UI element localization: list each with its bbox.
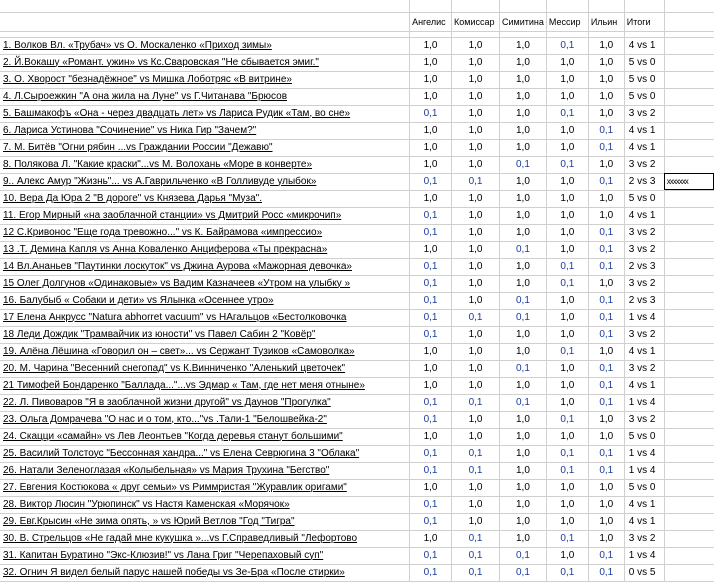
score-cell[interactable]: 0,1 (452, 564, 500, 581)
score-cell[interactable]: 0,1 (500, 360, 547, 377)
score-cell[interactable]: 1,0 (546, 428, 588, 445)
score-cell[interactable]: 1,0 (452, 326, 500, 343)
score-cell[interactable]: 1,0 (588, 479, 624, 496)
total-cell[interactable]: 4 vs 1 (624, 122, 664, 139)
matchup-cell[interactable]: 7. М. Битёв "Огни рябин ...vs Граждании России "Дежавю" (0, 139, 410, 156)
empty-cell[interactable] (664, 224, 714, 241)
score-cell[interactable]: 0,1 (546, 564, 588, 581)
empty-cell[interactable] (664, 156, 714, 173)
matchup-cell[interactable]: 12 С.Кривонос "Еще года тревожно..." vs К. Байрамова «импрессио» (0, 224, 410, 241)
empty-cell[interactable] (664, 530, 714, 547)
table-row (0, 37, 714, 54)
score-cell[interactable]: 0,1 (452, 530, 500, 547)
score-cell[interactable]: 0,1 (500, 241, 547, 258)
empty-cell[interactable] (664, 292, 714, 309)
table-row (0, 564, 714, 581)
score-cell[interactable]: 0,1 (500, 564, 547, 581)
total-cell[interactable]: 3 vs 2 (624, 360, 664, 377)
score-cell[interactable]: 1,0 (500, 207, 547, 224)
empty-cell[interactable] (664, 445, 714, 462)
score-cell[interactable]: 1,0 (546, 224, 588, 241)
table-row (0, 360, 714, 377)
score-cell[interactable]: 1,0 (588, 496, 624, 513)
score-cell[interactable]: 0,1 (452, 173, 500, 190)
total-cell[interactable]: 4 vs 1 (624, 513, 664, 530)
table-row (0, 547, 714, 564)
total-cell[interactable]: 2 vs 3 (624, 173, 664, 190)
total-cell[interactable]: 4 vs 1 (624, 496, 664, 513)
score-cell[interactable]: 1,0 (546, 54, 588, 71)
score-cell[interactable]: 0,1 (410, 513, 452, 530)
score-cell[interactable]: 1,0 (452, 377, 500, 394)
header-komissar[interactable]: Комиссар (452, 12, 500, 31)
total-cell[interactable]: 4 vs 1 (624, 207, 664, 224)
table-row (0, 207, 714, 224)
table-row (0, 190, 714, 207)
score-cell[interactable]: 1,0 (500, 377, 547, 394)
score-cell[interactable]: 1,0 (452, 275, 500, 292)
header-simitina[interactable]: Симитина (500, 12, 547, 31)
score-cell[interactable]: 1,0 (588, 411, 624, 428)
score-cell[interactable]: 0,1 (588, 326, 624, 343)
header-row (0, 12, 714, 31)
total-cell[interactable]: 5 vs 0 (624, 71, 664, 88)
score-cell[interactable]: 0,1 (500, 309, 547, 326)
score-cell[interactable]: 0,1 (588, 173, 624, 190)
score-cell[interactable]: 1,0 (500, 37, 547, 54)
score-cell[interactable]: 0,1 (452, 445, 500, 462)
score-cell[interactable]: 1,0 (500, 343, 547, 360)
table-row (0, 377, 714, 394)
score-cell[interactable]: 1,0 (452, 241, 500, 258)
score-cell[interactable]: 1,0 (500, 224, 547, 241)
matchup-cell[interactable]: 15 Олег Долгунов «Одинаковые» vs Вадим Казначеев «Утром на улыбку » (0, 275, 410, 292)
table-row (0, 258, 714, 275)
table-row (0, 71, 714, 88)
empty-cell[interactable] (664, 207, 714, 224)
matchup-cell[interactable]: 19. Алёна Лёшина «Говорил он – свет»... vs Сержант Тузиков «Самоволка» (0, 343, 410, 360)
score-cell[interactable]: 0,1 (500, 156, 547, 173)
score-cell[interactable]: 0,1 (410, 224, 452, 241)
empty-cell[interactable] (664, 513, 714, 530)
total-cell[interactable]: 3 vs 2 (624, 241, 664, 258)
score-cell[interactable]: 1,0 (500, 275, 547, 292)
matchup-cell[interactable]: 9.. Алекс Амур "Жизнь"... vs А.Гаврильченко «В Голливуде улыбок» (0, 173, 410, 190)
total-cell[interactable]: 4 vs 1 (624, 343, 664, 360)
total-cell[interactable]: 5 vs 0 (624, 479, 664, 496)
score-cell[interactable]: 0,1 (546, 343, 588, 360)
score-cell[interactable]: 0,1 (588, 309, 624, 326)
total-cell[interactable]: 1 vs 4 (624, 547, 664, 564)
score-cell[interactable]: 1,0 (546, 88, 588, 105)
score-cell[interactable]: 1,0 (410, 377, 452, 394)
score-cell[interactable]: 0,1 (410, 105, 452, 122)
matchup-cell[interactable]: 30. В. Стрельцов «Не гадай мне кукушка »...vs Г.Справедливый "Лефортово (0, 530, 410, 547)
matchup-cell[interactable]: 25. Василий Толстоус "Бессонная хандра..." vs Елена Севрюгина 3 "Облака" (0, 445, 410, 462)
score-cell[interactable]: 1,0 (452, 71, 500, 88)
empty-cell[interactable] (664, 241, 714, 258)
score-cell[interactable]: 1,0 (410, 139, 452, 156)
score-cell[interactable]: 1,0 (500, 462, 547, 479)
score-cell[interactable]: 0,1 (452, 547, 500, 564)
score-cell[interactable]: 1,0 (452, 156, 500, 173)
score-cell[interactable]: 1,0 (452, 37, 500, 54)
score-cell[interactable]: 1,0 (452, 224, 500, 241)
score-cell[interactable]: 0,1 (410, 394, 452, 411)
total-cell[interactable]: 2 vs 3 (624, 292, 664, 309)
score-cell[interactable]: 0,1 (588, 377, 624, 394)
score-cell[interactable]: 1,0 (588, 190, 624, 207)
score-cell[interactable]: 0,1 (410, 496, 452, 513)
empty-cell[interactable] (664, 428, 714, 445)
score-cell[interactable]: 1,0 (410, 479, 452, 496)
score-cell[interactable]: 1,0 (452, 513, 500, 530)
score-cell[interactable]: 1,0 (546, 377, 588, 394)
score-cell[interactable]: 1,0 (546, 496, 588, 513)
score-cell[interactable]: 0,1 (588, 360, 624, 377)
matchup-cell[interactable]: 8. Полякова Л. "Какие краски"...vs М. Волохань «Море в конверте» (0, 156, 410, 173)
score-cell[interactable]: 1,0 (500, 105, 547, 122)
score-cell[interactable]: 1,0 (500, 479, 547, 496)
score-cell[interactable]: 0,1 (588, 564, 624, 581)
total-cell[interactable]: 1 vs 4 (624, 394, 664, 411)
empty-cell[interactable] (664, 309, 714, 326)
score-cell[interactable]: 0,1 (452, 462, 500, 479)
score-cell[interactable]: 0,1 (588, 241, 624, 258)
score-cell[interactable]: 1,0 (410, 71, 452, 88)
score-cell[interactable]: 1,0 (588, 428, 624, 445)
score-cell[interactable]: 1,0 (546, 122, 588, 139)
empty-cell[interactable] (664, 343, 714, 360)
score-cell[interactable]: 0,1 (410, 564, 452, 581)
score-cell[interactable]: 1,0 (546, 173, 588, 190)
score-cell[interactable]: 1,0 (588, 54, 624, 71)
header-messir[interactable]: Мессир (546, 12, 588, 31)
empty-cell[interactable] (664, 37, 714, 54)
header-empty-cell[interactable] (0, 12, 410, 31)
table-row (0, 224, 714, 241)
score-cell[interactable]: 1,0 (410, 241, 452, 258)
score-cell[interactable]: 1,0 (588, 37, 624, 54)
empty-cell[interactable] (664, 122, 714, 139)
total-cell[interactable]: 3 vs 2 (624, 326, 664, 343)
score-cell[interactable]: 1,0 (452, 190, 500, 207)
score-cell[interactable]: 0,1 (500, 394, 547, 411)
score-cell[interactable]: 0,1 (410, 547, 452, 564)
score-cell[interactable]: 0,1 (546, 105, 588, 122)
score-cell[interactable]: 0,1 (410, 411, 452, 428)
total-cell[interactable]: 1 vs 4 (624, 462, 664, 479)
score-cell[interactable]: 1,0 (588, 207, 624, 224)
matchup-cell[interactable]: 20. М. Чарина "Весенний снегопад" vs К.Винниченко "Аленький цветочек" (0, 360, 410, 377)
score-cell[interactable]: 1,0 (500, 445, 547, 462)
table-row (0, 54, 714, 71)
empty-cell[interactable] (664, 479, 714, 496)
score-cell[interactable]: 0,1 (546, 530, 588, 547)
score-cell[interactable]: 1,0 (588, 513, 624, 530)
total-cell[interactable]: 1 vs 4 (624, 445, 664, 462)
matchup-cell[interactable]: 32. Огнич Я видел белый парус нашей победы vs Зе-Бра «После стирки» (0, 564, 410, 581)
score-cell[interactable]: 0,1 (588, 394, 624, 411)
score-cell[interactable]: 0,1 (546, 37, 588, 54)
empty-cell[interactable] (664, 496, 714, 513)
score-cell[interactable]: 1,0 (410, 343, 452, 360)
matchup-cell[interactable]: 21 Тимофей Бондаренко "Баллада..."...vs Эдмар « Там, где нет меня отныне» (0, 377, 410, 394)
empty-top-row (0, 0, 714, 12)
table-row (0, 241, 714, 258)
score-cell[interactable]: 1,0 (588, 88, 624, 105)
score-cell[interactable]: 1,0 (500, 496, 547, 513)
score-cell[interactable]: 0,1 (546, 411, 588, 428)
matchup-cell[interactable]: 5. Башмакофъ «Она - через двадцать лет» vs Лариса Рудик «Там, во сне» (0, 105, 410, 122)
empty-cell[interactable] (664, 377, 714, 394)
score-cell[interactable]: 0,1 (410, 207, 452, 224)
score-cell[interactable]: 0,1 (588, 445, 624, 462)
table-row (0, 411, 714, 428)
empty-cell[interactable] (664, 275, 714, 292)
matchup-cell[interactable]: 28. Виктор Люсин "Урюпинск" vs Настя Каменская «Морячок» (0, 496, 410, 513)
table-row (0, 513, 714, 530)
score-cell[interactable]: 1,0 (588, 105, 624, 122)
score-cell[interactable]: 1,0 (500, 71, 547, 88)
total-cell[interactable]: 5 vs 0 (624, 428, 664, 445)
score-cell[interactable]: 1,0 (500, 88, 547, 105)
matchup-cell[interactable]: 17 Елена Анкрусс "Natura abhorret vacuum" vs НАгальцов «Бестолковочка (0, 309, 410, 326)
table-row (0, 445, 714, 462)
score-cell[interactable]: 1,0 (452, 258, 500, 275)
matchup-cell[interactable]: 1. Волков Вл. «Трубач» vs О. Москаленко «Приход зимы» (0, 37, 410, 54)
score-cell[interactable]: 1,0 (546, 547, 588, 564)
table-row (0, 105, 714, 122)
score-cell[interactable]: 1,0 (410, 37, 452, 54)
table-row (0, 139, 714, 156)
empty-cell[interactable] (664, 547, 714, 564)
score-cell[interactable]: 0,1 (546, 258, 588, 275)
empty-cell[interactable] (664, 105, 714, 122)
matchup-cell[interactable]: 23. Ольга Домрачева "О нас и о том, кто..."vs .Тали-1 "Белошвейка-2" (0, 411, 410, 428)
total-cell[interactable]: 5 vs 0 (624, 88, 664, 105)
header-totals[interactable]: Итоги (624, 12, 664, 31)
score-cell[interactable]: 0,1 (588, 462, 624, 479)
score-cell[interactable]: 1,0 (452, 479, 500, 496)
score-cell[interactable]: 1,0 (546, 513, 588, 530)
score-cell[interactable]: 0,1 (588, 224, 624, 241)
score-cell[interactable]: 1,0 (452, 292, 500, 309)
matchup-cell[interactable]: 27. Евгения Костюкова « друг семьи» vs Риммристая "Журавлик оригами" (0, 479, 410, 496)
total-cell[interactable]: 3 vs 2 (624, 224, 664, 241)
score-cell[interactable]: 0,1 (410, 462, 452, 479)
matchup-cell[interactable]: 13 .Т. Демина Капля vs Анна Коваленко Анциферова «Ты прекрасна» (0, 241, 410, 258)
score-cell[interactable]: 0,1 (588, 258, 624, 275)
table-row (0, 326, 714, 343)
score-cell[interactable]: 1,0 (546, 326, 588, 343)
score-cell[interactable]: 1,0 (546, 207, 588, 224)
table-row (0, 292, 714, 309)
score-cell[interactable]: 1,0 (452, 105, 500, 122)
total-cell[interactable]: 3 vs 2 (624, 530, 664, 547)
matchup-cell[interactable]: 31. Капитан Буратино "Экс-Клюзив!" vs Лана Григ "Черепаховый суп" (0, 547, 410, 564)
score-cell[interactable]: 1,0 (410, 88, 452, 105)
score-cell[interactable]: 1,0 (546, 309, 588, 326)
score-cell[interactable]: 1,0 (588, 71, 624, 88)
matchup-cell[interactable]: 16. Балубыб « Собаки и дети» vs Ялынка «Осеннее утро» (0, 292, 410, 309)
score-cell[interactable]: 0,1 (410, 326, 452, 343)
score-cell[interactable]: 0,1 (500, 292, 547, 309)
score-cell[interactable]: 1,0 (452, 122, 500, 139)
score-cell[interactable]: 1,0 (546, 479, 588, 496)
table-row (0, 530, 714, 547)
matchup-cell[interactable]: 24. Скацци «самайн» vs Лев Леонтьев "Когда деревья станут большими" (0, 428, 410, 445)
empty-cell[interactable] (664, 71, 714, 88)
score-cell[interactable]: 1,0 (546, 394, 588, 411)
total-cell[interactable]: 5 vs 0 (624, 190, 664, 207)
score-cell[interactable]: 1,0 (546, 71, 588, 88)
score-cell[interactable]: 1,0 (500, 428, 547, 445)
score-cell[interactable]: 1,0 (546, 292, 588, 309)
total-cell[interactable]: 4 vs 1 (624, 377, 664, 394)
header-angelis[interactable]: Ангелис (410, 12, 452, 31)
score-cell[interactable]: 1,0 (452, 54, 500, 71)
table-row (0, 394, 714, 411)
score-cell[interactable]: 0,1 (410, 173, 452, 190)
score-cell[interactable]: 1,0 (452, 360, 500, 377)
table-row (0, 496, 714, 513)
score-cell[interactable]: 1,0 (452, 88, 500, 105)
score-cell[interactable]: 1,0 (500, 139, 547, 156)
score-cell[interactable]: 1,0 (500, 513, 547, 530)
matchup-cell[interactable]: 29. Евг.Крысин «Не зима опять, » vs Юрий Ветлов "Год "Тигра" (0, 513, 410, 530)
header-ilyin[interactable]: Ильин (588, 12, 624, 31)
table-row (0, 343, 714, 360)
table-row (0, 309, 714, 326)
matchup-cell[interactable]: 26. Натали Зеленоглазая «Колыбельная» vs Мария Трухина "Бегство" (0, 462, 410, 479)
matchup-cell[interactable]: 14 Вл.Ананьев "Паутинки лоскуток" vs Джина Аурова «Мажорная девочка» (0, 258, 410, 275)
score-cell[interactable]: 0,1 (546, 275, 588, 292)
empty-cell[interactable] (664, 360, 714, 377)
score-cell[interactable]: 0,1 (546, 462, 588, 479)
matchup-cell[interactable]: 10. Вера Да Юра 2 "В дороге" vs Князева Дарья "Муза". (0, 190, 410, 207)
table-row (0, 275, 714, 292)
overflow-marker[interactable]: xxxxxxx (664, 173, 714, 190)
empty-cell[interactable] (664, 88, 714, 105)
total-cell[interactable]: 3 vs 2 (624, 275, 664, 292)
score-cell[interactable]: 0,1 (546, 445, 588, 462)
score-cell[interactable]: 0,1 (410, 292, 452, 309)
score-cell[interactable]: 0,1 (588, 547, 624, 564)
score-cell[interactable]: 1,0 (410, 122, 452, 139)
total-cell[interactable]: 3 vs 2 (624, 156, 664, 173)
score-cell[interactable]: 1,0 (588, 156, 624, 173)
score-cell[interactable]: 1,0 (500, 173, 547, 190)
total-cell[interactable]: 0 vs 5 (624, 564, 664, 581)
score-cell[interactable]: 1,0 (410, 428, 452, 445)
score-cell[interactable]: 0,1 (410, 258, 452, 275)
score-cell[interactable]: 1,0 (452, 207, 500, 224)
score-cell[interactable]: 0,1 (452, 309, 500, 326)
table-row (0, 428, 714, 445)
table-row (0, 462, 714, 479)
score-cell[interactable]: 1,0 (500, 122, 547, 139)
score-cell[interactable]: 1,0 (500, 326, 547, 343)
empty-cell[interactable] (664, 394, 714, 411)
score-cell[interactable]: 1,0 (410, 360, 452, 377)
empty-cell[interactable] (664, 564, 714, 581)
score-cell[interactable]: 1,0 (452, 496, 500, 513)
empty-cell[interactable] (664, 462, 714, 479)
score-cell[interactable]: 0,1 (452, 394, 500, 411)
score-cell[interactable]: 0,1 (410, 275, 452, 292)
score-cell[interactable]: 1,0 (500, 530, 547, 547)
score-cell[interactable]: 1,0 (410, 156, 452, 173)
score-cell[interactable]: 0,1 (588, 122, 624, 139)
matchup-cell[interactable]: 11. Егор Мирный «на заоблачной станции» vs Дмитрий Росс «микрочип» (0, 207, 410, 224)
score-cell[interactable]: 1,0 (410, 530, 452, 547)
score-cell[interactable]: 1,0 (588, 530, 624, 547)
empty-cell[interactable] (664, 190, 714, 207)
score-cell[interactable]: 1,0 (588, 275, 624, 292)
score-cell[interactable]: 1,0 (500, 258, 547, 275)
score-cell[interactable]: 1,0 (500, 54, 547, 71)
matchup-cell[interactable]: 4. Л.Сыроежкин "А она жила на Луне" vs Г.Читанава "Брюсов (0, 88, 410, 105)
score-cell[interactable]: 0,1 (500, 547, 547, 564)
score-cell[interactable]: 1,0 (410, 54, 452, 71)
score-cell[interactable]: 1,0 (452, 343, 500, 360)
total-cell[interactable]: 3 vs 2 (624, 411, 664, 428)
total-cell[interactable]: 4 vs 1 (624, 139, 664, 156)
empty-cell[interactable] (664, 326, 714, 343)
score-cell[interactable]: 1,0 (546, 241, 588, 258)
total-cell[interactable]: 4 vs 1 (624, 37, 664, 54)
score-cell[interactable]: 1,0 (546, 139, 588, 156)
score-cell[interactable]: 1,0 (452, 411, 500, 428)
score-cell[interactable]: 1,0 (588, 343, 624, 360)
empty-cell[interactable] (664, 258, 714, 275)
total-cell[interactable]: 1 vs 4 (624, 309, 664, 326)
score-cell[interactable]: 1,0 (452, 428, 500, 445)
matchup-cell[interactable]: 22. Л. Пивоваров "Я в заоблачной жизни другой" vs Даунов "Прогулка" (0, 394, 410, 411)
score-cell[interactable]: 1,0 (500, 190, 547, 207)
matchup-cell[interactable]: 3. О. Хворост "безнадёжное" vs Мишка Лоботряс «В витрине» (0, 71, 410, 88)
table-row (0, 88, 714, 105)
matchup-cell[interactable]: 18 Леди Дождик "Трамвайчик из юности" vs Павел Сабин 2 "Ковёр" (0, 326, 410, 343)
matchup-cell[interactable]: 6. Лариса Устинова "Сочинение" vs Ника Гир "Зачем?" (0, 122, 410, 139)
score-cell[interactable]: 0,1 (546, 156, 588, 173)
table-row (0, 156, 714, 173)
score-cell[interactable]: 1,0 (546, 190, 588, 207)
table-row (0, 122, 714, 139)
total-cell[interactable]: 3 vs 2 (624, 105, 664, 122)
empty-cell[interactable] (664, 54, 714, 71)
score-cell[interactable]: 0,1 (588, 292, 624, 309)
score-cell[interactable]: 1,0 (500, 411, 547, 428)
empty-cell[interactable] (664, 139, 714, 156)
matchup-cell[interactable]: 2. Й.Вокашу «Романт. ужин» vs Кс.Сваровская "Не сбывается эмиг." (0, 54, 410, 71)
score-cell[interactable]: 0,1 (410, 309, 452, 326)
empty-cell[interactable] (664, 411, 714, 428)
score-cell[interactable]: 0,1 (410, 445, 452, 462)
total-cell[interactable]: 5 vs 0 (624, 54, 664, 71)
score-cell[interactable]: 1,0 (452, 139, 500, 156)
score-cell[interactable]: 1,0 (546, 360, 588, 377)
score-cell[interactable]: 0,1 (588, 139, 624, 156)
score-cell[interactable]: 1,0 (410, 190, 452, 207)
table-row (0, 173, 714, 190)
table-row (0, 479, 714, 496)
total-cell[interactable]: 2 vs 3 (624, 258, 664, 275)
